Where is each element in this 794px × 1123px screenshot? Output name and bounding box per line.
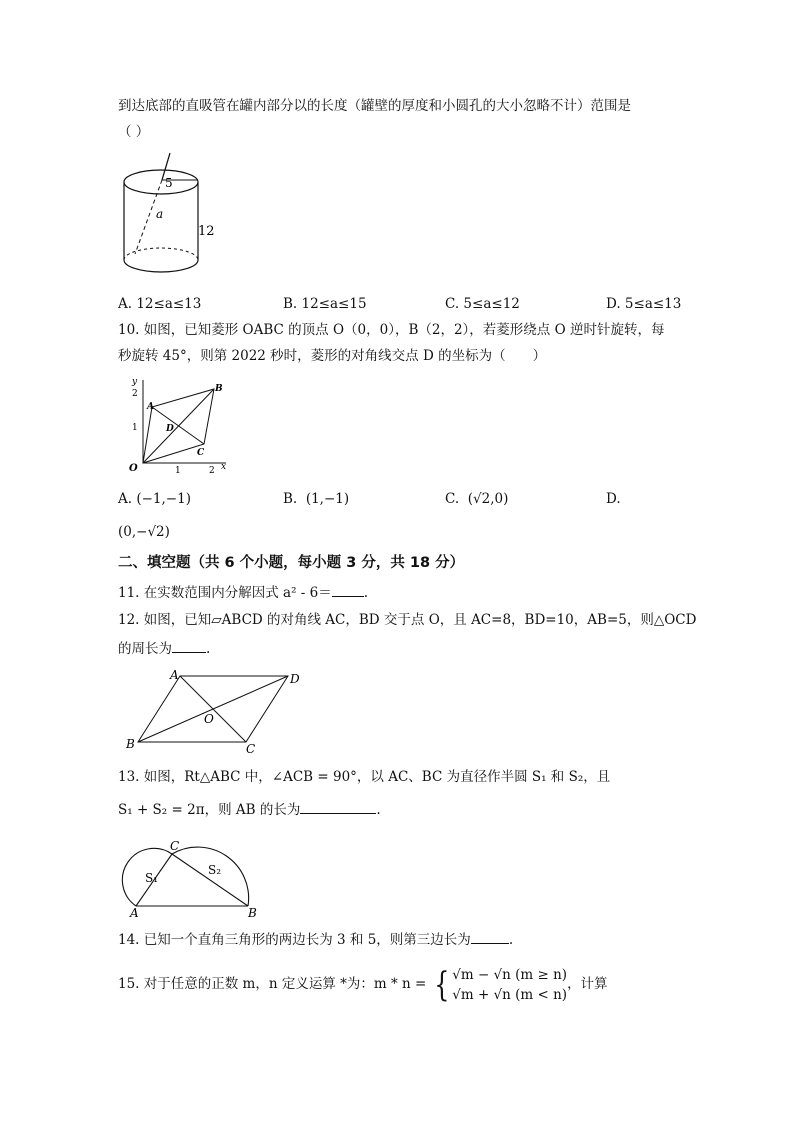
svg-text:B: B: [126, 737, 135, 751]
q10-option-d-label: D.: [606, 491, 621, 507]
q15: 15. 对于任意的正数 m，n 定义运算 *为：m * n = { √m − √n (m ≥ n) √m + √n (m < n)，计算: [118, 964, 608, 1005]
q10-option-a: A. (−1,−1): [118, 491, 191, 507]
svg-text:C: C: [197, 448, 205, 458]
parallelogram-figure: [118, 666, 313, 756]
q12-answer-blank[interactable]: [172, 638, 206, 653]
svg-text:x: x: [221, 462, 227, 472]
q9-stem-line2: （ ）: [118, 124, 150, 140]
svg-text:O: O: [204, 712, 214, 726]
q10-option-c: C. (√2,0): [445, 491, 509, 507]
q15-cases: √m − √n (m ≥ n) √m + √n (m < n): [452, 966, 568, 1003]
q12-line2: 的周长为 .: [118, 638, 210, 659]
q14: 14. 已知一个直角三角形的两边长为 3 和 5，则第三边长为 .: [118, 929, 513, 950]
q11-answer-blank[interactable]: [332, 582, 364, 597]
cyl-label-a: a: [156, 207, 164, 221]
svg-text:D: D: [290, 672, 300, 686]
svg-text:B: B: [215, 384, 223, 394]
cyl-label-h: 12: [198, 224, 215, 239]
q10-option-b: B. (1,−1): [283, 491, 350, 507]
q13-line2: S₁ + S₂ = 2π，则 AB 的长为 .: [118, 799, 381, 820]
q9-stem-line1: 到达底部的直吸管在罐内部分以的长度（罐壁的厚度和小圆孔的大小忽略不计）范围是: [118, 98, 631, 114]
q9-option-d: D. 5≤a≤13: [606, 296, 682, 312]
svg-text:C: C: [170, 839, 180, 853]
q11: 11. 在实数范围内分解因式 a² - 6＝ .: [118, 582, 368, 603]
q9-option-a: A. 12≤a≤13: [118, 296, 202, 312]
svg-text:S₁: S₁: [145, 871, 159, 885]
rhombus-figure: [118, 374, 233, 474]
svg-text:1: 1: [132, 423, 138, 433]
svg-text:A: A: [130, 906, 139, 920]
svg-text:B: B: [248, 906, 257, 920]
svg-text:2: 2: [209, 466, 215, 474]
q10-option-d-value: (0,−√2): [118, 524, 170, 540]
svg-text:A: A: [170, 668, 179, 682]
q14-answer-blank[interactable]: [471, 929, 509, 944]
q10-stem-line1: 10. 如图，已知菱形 OABC 的顶点 O（0，0），B（2，2），若菱形绕点 O 逆时针旋转，每: [118, 322, 665, 338]
svg-text:2: 2: [132, 389, 138, 399]
cylinder-figure: [118, 150, 228, 280]
q9-option-c: C. 5≤a≤12: [445, 296, 520, 312]
q12-line1: 12. 如图，已知▱ABCD 的对角线 AC，BD 交于点 O，且 AC=8，BD=10，AB=5，则△OCD: [118, 612, 697, 628]
svg-text:O: O: [129, 463, 138, 474]
svg-text:1: 1: [175, 466, 181, 474]
svg-text:D: D: [166, 424, 174, 434]
svg-text:C: C: [246, 742, 256, 756]
q13-line1: 13. 如图，Rt△ABC 中，∠ACB = 90°，以 AC、BC 为直径作半圆 S₁ 和 S₂，且: [118, 769, 611, 785]
cyl-label-top: 5: [165, 176, 173, 190]
brace-glyph: {: [433, 964, 450, 1005]
q13-answer-blank[interactable]: [300, 799, 376, 814]
section-heading: 二、填空题（共 6 个小题，每小题 3 分，共 18 分）: [118, 555, 465, 571]
svg-text:y: y: [132, 377, 138, 387]
q9-option-b: B. 12≤a≤15: [283, 296, 367, 312]
semicircles-figure: [118, 836, 268, 920]
svg-text:A: A: [147, 402, 154, 412]
svg-text:S₂: S₂: [208, 863, 222, 877]
q10-stem-line2: 秒旋转 45°，则第 2022 秒时，菱形的对角线交点 D 的坐标为（ ）: [118, 348, 547, 364]
